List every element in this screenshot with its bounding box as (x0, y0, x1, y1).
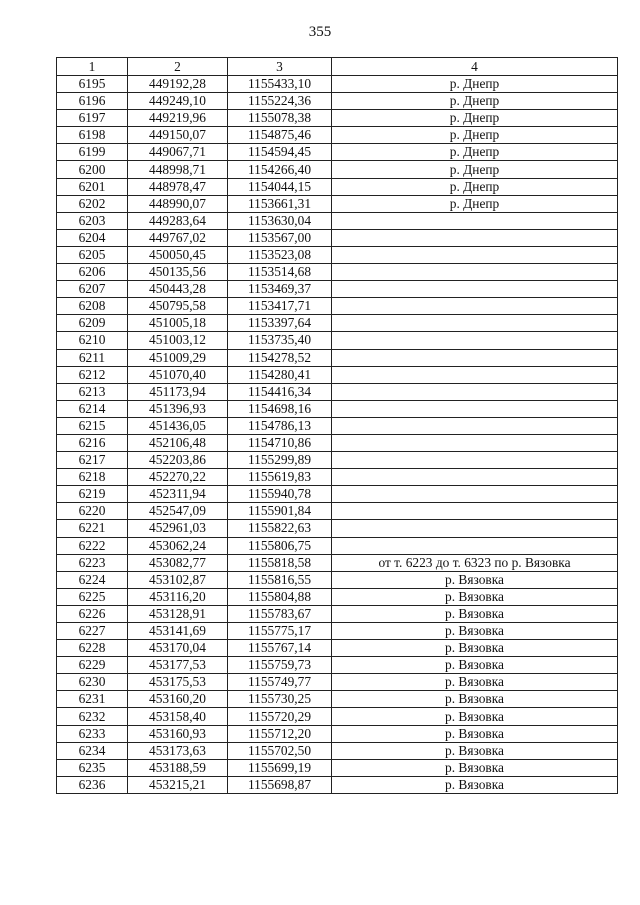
cell-description (332, 298, 618, 315)
cell-point-number: 6209 (57, 315, 128, 332)
cell-x: 449150,07 (128, 127, 228, 144)
table-row (57, 725, 618, 742)
cell-x: 453082,77 (128, 554, 228, 571)
cell-description: р. Днепр (332, 127, 618, 144)
cell-x: 452311,94 (128, 486, 228, 503)
cell-x: 448998,71 (128, 161, 228, 178)
cell-description: р. Вязовка (332, 708, 618, 725)
table-row (57, 452, 618, 469)
cell-point-number: 6235 (57, 759, 128, 776)
cell-x: 453175,53 (128, 674, 228, 691)
cell-description (332, 503, 618, 520)
cell-y: 1153661,31 (228, 195, 332, 212)
cell-point-number: 6203 (57, 212, 128, 229)
cell-y: 1155299,89 (228, 452, 332, 469)
cell-point-number: 6208 (57, 298, 128, 315)
cell-description: р. Днепр (332, 144, 618, 161)
cell-x: 450795,58 (128, 298, 228, 315)
cell-x: 451003,12 (128, 332, 228, 349)
cell-point-number: 6206 (57, 264, 128, 281)
cell-description (332, 229, 618, 246)
cell-x: 453158,40 (128, 708, 228, 725)
cell-point-number: 6224 (57, 571, 128, 588)
cell-y: 1155806,75 (228, 537, 332, 554)
cell-y: 1154875,46 (228, 127, 332, 144)
cell-description (332, 212, 618, 229)
cell-point-number: 6202 (57, 195, 128, 212)
cell-y: 1154280,41 (228, 366, 332, 383)
cell-y: 1155749,77 (228, 674, 332, 691)
cell-point-number: 6205 (57, 246, 128, 263)
cell-point-number: 6222 (57, 537, 128, 554)
cell-point-number: 6210 (57, 332, 128, 349)
table-row (57, 400, 618, 417)
cell-y: 1154416,34 (228, 383, 332, 400)
cell-x: 450135,56 (128, 264, 228, 281)
cell-x: 453128,91 (128, 605, 228, 622)
cell-point-number: 6229 (57, 657, 128, 674)
cell-y: 1155433,10 (228, 76, 332, 93)
cell-x: 453160,20 (128, 691, 228, 708)
cell-point-number: 6226 (57, 605, 128, 622)
cell-y: 1155702,50 (228, 742, 332, 759)
table-row (57, 417, 618, 434)
page-number: 355 (308, 24, 332, 40)
cell-description: р. Вязовка (332, 691, 618, 708)
cell-x: 449067,71 (128, 144, 228, 161)
column-header-description: 4 (332, 58, 618, 76)
cell-description (332, 315, 618, 332)
cell-point-number: 6220 (57, 503, 128, 520)
cell-x: 453116,20 (128, 588, 228, 605)
cell-point-number: 6207 (57, 281, 128, 298)
cell-y: 1155078,38 (228, 110, 332, 127)
cell-description: р. Вязовка (332, 776, 618, 793)
cell-point-number: 6233 (57, 725, 128, 742)
cell-y: 1155712,20 (228, 725, 332, 742)
cell-x: 453102,87 (128, 571, 228, 588)
cell-x: 453188,59 (128, 759, 228, 776)
cell-point-number: 6230 (57, 674, 128, 691)
table-row (57, 127, 618, 144)
cell-point-number: 6196 (57, 93, 128, 110)
cell-description: р. Днепр (332, 178, 618, 195)
cell-x: 449219,96 (128, 110, 228, 127)
cell-description: от т. 6223 до т. 6323 по р. Вязовка (332, 554, 618, 571)
cell-x: 449767,02 (128, 229, 228, 246)
cell-y: 1155759,73 (228, 657, 332, 674)
cell-x: 453177,53 (128, 657, 228, 674)
cell-description: р. Вязовка (332, 725, 618, 742)
cell-x: 450443,28 (128, 281, 228, 298)
cell-y: 1154266,40 (228, 161, 332, 178)
table-row (57, 469, 618, 486)
cell-y: 1155783,67 (228, 605, 332, 622)
column-header-y: 3 (228, 58, 332, 76)
cell-description (332, 469, 618, 486)
cell-y: 1155804,88 (228, 588, 332, 605)
cell-description (332, 383, 618, 400)
cell-y: 1153630,04 (228, 212, 332, 229)
cell-y: 1153735,40 (228, 332, 332, 349)
cell-description: р. Вязовка (332, 623, 618, 640)
cell-point-number: 6221 (57, 520, 128, 537)
cell-description: р. Днепр (332, 93, 618, 110)
cell-y: 1154278,52 (228, 349, 332, 366)
cell-x: 453215,21 (128, 776, 228, 793)
cell-y: 1155901,84 (228, 503, 332, 520)
table-row (57, 332, 618, 349)
cell-description: р. Вязовка (332, 571, 618, 588)
cell-description (332, 400, 618, 417)
header-row (57, 58, 618, 76)
cell-description (332, 264, 618, 281)
table-row (57, 281, 618, 298)
cell-point-number: 6223 (57, 554, 128, 571)
cell-y: 1154594,45 (228, 144, 332, 161)
cell-x: 449249,10 (128, 93, 228, 110)
table-row (57, 212, 618, 229)
cell-description (332, 246, 618, 263)
table-body (57, 76, 618, 794)
cell-description (332, 349, 618, 366)
table-row (57, 195, 618, 212)
table-row (57, 623, 618, 640)
cell-point-number: 6213 (57, 383, 128, 400)
cell-point-number: 6204 (57, 229, 128, 246)
cell-x: 452106,48 (128, 434, 228, 451)
cell-description: р. Вязовка (332, 674, 618, 691)
cell-point-number: 6201 (57, 178, 128, 195)
cell-description (332, 281, 618, 298)
table-row (57, 434, 618, 451)
cell-description (332, 452, 618, 469)
cell-x: 450050,45 (128, 246, 228, 263)
column-header-x: 2 (128, 58, 228, 76)
table-row (57, 264, 618, 281)
cell-point-number: 6214 (57, 400, 128, 417)
coordinates-table (56, 57, 618, 794)
cell-point-number: 6234 (57, 742, 128, 759)
cell-y: 1154710,86 (228, 434, 332, 451)
table-row (57, 144, 618, 161)
column-header-point-number: 1 (57, 58, 128, 76)
cell-description: р. Вязовка (332, 605, 618, 622)
table-row (57, 178, 618, 195)
table-row (57, 588, 618, 605)
table-row (57, 776, 618, 793)
cell-description: р. Вязовка (332, 759, 618, 776)
cell-description: р. Вязовка (332, 742, 618, 759)
table-header (57, 58, 618, 76)
cell-point-number: 6195 (57, 76, 128, 93)
cell-y: 1155619,83 (228, 469, 332, 486)
cell-point-number: 6225 (57, 588, 128, 605)
cell-y: 1154044,15 (228, 178, 332, 195)
cell-x: 452270,22 (128, 469, 228, 486)
cell-y: 1153469,37 (228, 281, 332, 298)
cell-x: 453170,04 (128, 640, 228, 657)
cell-x: 451396,93 (128, 400, 228, 417)
cell-description: р. Днепр (332, 195, 618, 212)
cell-point-number: 6228 (57, 640, 128, 657)
cell-y: 1155940,78 (228, 486, 332, 503)
table-row (57, 640, 618, 657)
cell-x: 453173,63 (128, 742, 228, 759)
cell-y: 1153417,71 (228, 298, 332, 315)
cell-y: 1155775,17 (228, 623, 332, 640)
cell-description: р. Днепр (332, 76, 618, 93)
cell-x: 448978,47 (128, 178, 228, 195)
table-row (57, 349, 618, 366)
cell-y: 1155699,19 (228, 759, 332, 776)
table-row (57, 537, 618, 554)
table-row (57, 246, 618, 263)
cell-point-number: 6231 (57, 691, 128, 708)
cell-point-number: 6218 (57, 469, 128, 486)
cell-point-number: 6219 (57, 486, 128, 503)
cell-x: 451173,94 (128, 383, 228, 400)
cell-description (332, 486, 618, 503)
cell-y: 1155818,58 (228, 554, 332, 571)
cell-x: 451436,05 (128, 417, 228, 434)
table-row (57, 110, 618, 127)
cell-y: 1155816,55 (228, 571, 332, 588)
table-row (57, 298, 618, 315)
table-row (57, 93, 618, 110)
table-row (57, 759, 618, 776)
cell-description (332, 332, 618, 349)
cell-x: 448990,07 (128, 195, 228, 212)
table-row (57, 691, 618, 708)
cell-point-number: 6197 (57, 110, 128, 127)
cell-point-number: 6200 (57, 161, 128, 178)
cell-point-number: 6236 (57, 776, 128, 793)
cell-point-number: 6216 (57, 434, 128, 451)
cell-description: р. Вязовка (332, 657, 618, 674)
table-row (57, 605, 618, 622)
cell-y: 1153567,00 (228, 229, 332, 246)
cell-description (332, 537, 618, 554)
cell-x: 453141,69 (128, 623, 228, 640)
cell-description: р. Вязовка (332, 588, 618, 605)
cell-point-number: 6212 (57, 366, 128, 383)
table-row (57, 229, 618, 246)
cell-y: 1155730,25 (228, 691, 332, 708)
cell-x: 451070,40 (128, 366, 228, 383)
table-row (57, 657, 618, 674)
cell-x: 453160,93 (128, 725, 228, 742)
cell-y: 1155720,29 (228, 708, 332, 725)
table-row (57, 503, 618, 520)
cell-description (332, 520, 618, 537)
cell-point-number: 6232 (57, 708, 128, 725)
table-row (57, 161, 618, 178)
table-row (57, 571, 618, 588)
cell-y: 1155767,14 (228, 640, 332, 657)
cell-point-number: 6215 (57, 417, 128, 434)
cell-point-number: 6198 (57, 127, 128, 144)
table-row (57, 76, 618, 93)
cell-y: 1155698,87 (228, 776, 332, 793)
cell-description: р. Днепр (332, 161, 618, 178)
cell-y: 1153514,68 (228, 264, 332, 281)
cell-description: р. Вязовка (332, 640, 618, 657)
cell-description (332, 417, 618, 434)
cell-x: 449283,64 (128, 212, 228, 229)
table-row (57, 554, 618, 571)
cell-x: 451009,29 (128, 349, 228, 366)
table-row (57, 366, 618, 383)
cell-y: 1155224,36 (228, 93, 332, 110)
cell-y: 1154698,16 (228, 400, 332, 417)
table-row (57, 520, 618, 537)
table-row (57, 315, 618, 332)
cell-x: 449192,28 (128, 76, 228, 93)
cell-point-number: 6199 (57, 144, 128, 161)
cell-x: 452547,09 (128, 503, 228, 520)
table-row (57, 708, 618, 725)
table-row (57, 383, 618, 400)
cell-x: 452961,03 (128, 520, 228, 537)
cell-point-number: 6217 (57, 452, 128, 469)
table-row (57, 674, 618, 691)
cell-x: 453062,24 (128, 537, 228, 554)
cell-point-number: 6211 (57, 349, 128, 366)
cell-description (332, 366, 618, 383)
cell-x: 451005,18 (128, 315, 228, 332)
cell-y: 1153397,64 (228, 315, 332, 332)
cell-description (332, 434, 618, 451)
table-row (57, 486, 618, 503)
cell-description: р. Днепр (332, 110, 618, 127)
table-row (57, 742, 618, 759)
cell-y: 1155822,63 (228, 520, 332, 537)
cell-y: 1154786,13 (228, 417, 332, 434)
cell-point-number: 6227 (57, 623, 128, 640)
cell-x: 452203,86 (128, 452, 228, 469)
cell-y: 1153523,08 (228, 246, 332, 263)
